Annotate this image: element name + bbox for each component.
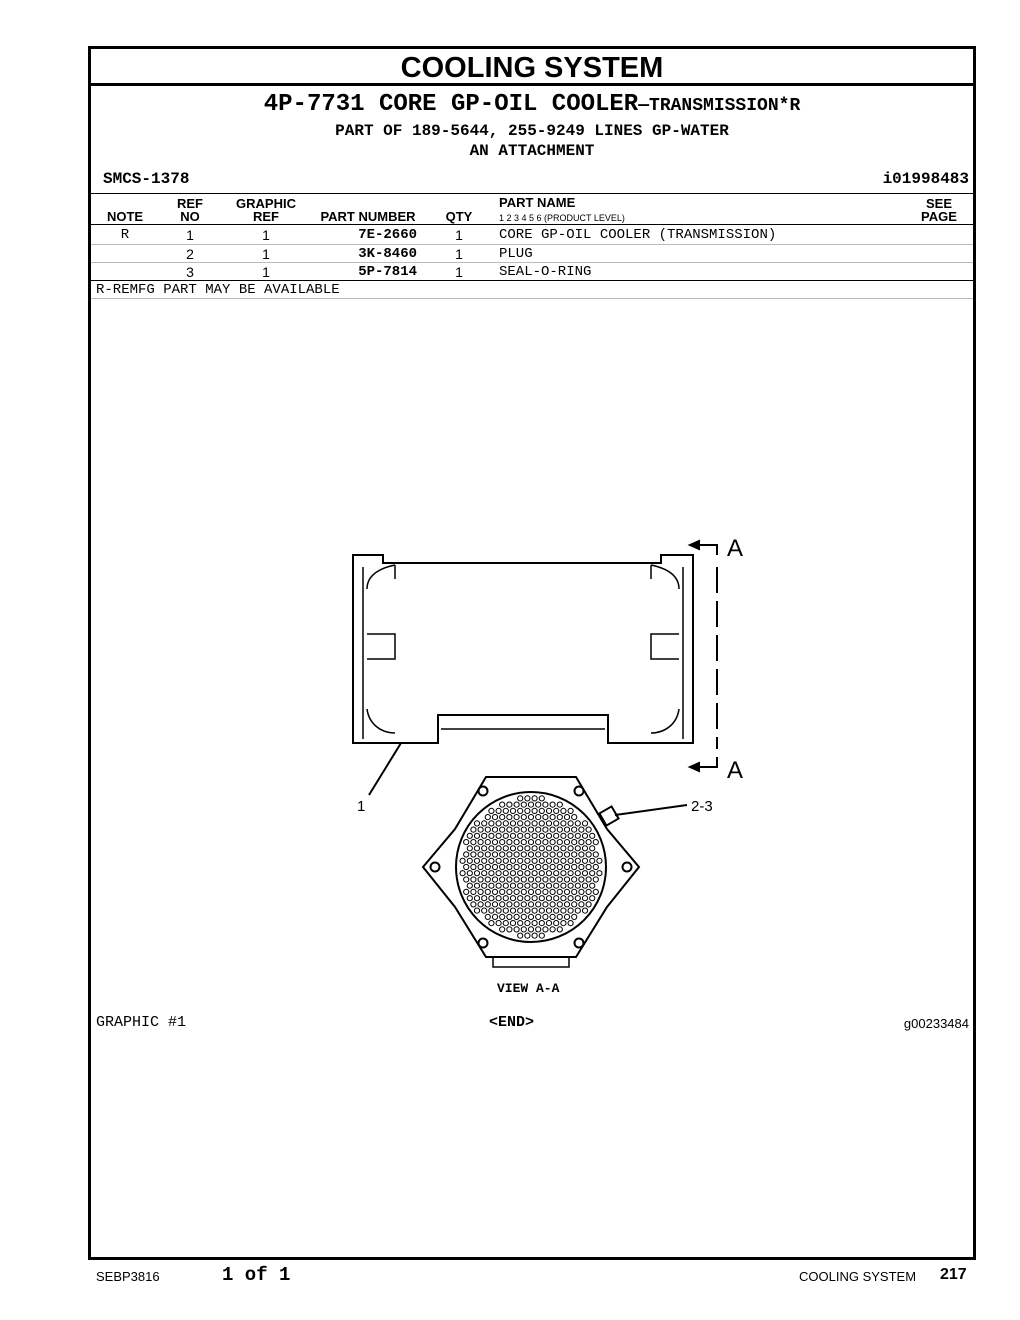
page-frame: [88, 46, 976, 1260]
col-note-header: NOTE: [106, 209, 144, 224]
row2-qty: 1: [455, 246, 463, 262]
heading-line2: PART OF 189-5644, 255-9249 LINES GP-WATER: [335, 122, 729, 140]
end-marker: <END>: [489, 1014, 535, 1031]
callout-1: 1: [357, 798, 366, 815]
col-part-number-header: PART NUMBER: [320, 209, 416, 224]
row2-graphic-ref: 1: [262, 246, 270, 262]
footer-doc-no: SEBP3816: [96, 1269, 160, 1284]
heading-suffix: —TRANSMISSION*R: [638, 96, 801, 116]
row1-part-name: CORE GP-OIL COOLER (TRANSMISSION): [499, 227, 777, 243]
row2-part-name: PLUG: [499, 246, 533, 262]
row1-part-number: 7E-2660: [358, 227, 417, 243]
graphic-id: g00233484: [903, 1016, 969, 1031]
row2-ref-no: 2: [186, 246, 194, 262]
row1-graphic-ref: 1: [262, 227, 270, 243]
row3-part-name: SEAL-O-RING: [499, 264, 592, 280]
row1-qty: 1: [455, 227, 463, 243]
col-graphic-ref-line2: REF: [253, 209, 279, 224]
row3-ref-no: 3: [186, 264, 194, 280]
callout-2-3: 2-3: [691, 798, 713, 815]
row3-qty: 1: [455, 264, 463, 280]
section-label-top: A: [727, 535, 744, 562]
row2-part-number: 3K-8460: [358, 246, 417, 262]
smcs-code: SMCS-1378: [103, 170, 190, 188]
col-ref-no-line2: NO: [180, 209, 200, 224]
product-levels: 1 2 3 4 5 6 (PRODUCT LEVEL): [499, 213, 625, 223]
footer-page-no: 217: [940, 1266, 967, 1283]
graphic-label: GRAPHIC #1: [96, 1014, 187, 1031]
col-qty-header: QTY: [445, 209, 473, 224]
col-graphic-ref-line1: GRAPHIC: [236, 196, 296, 211]
footer-page-of: 1 of 1: [222, 1264, 291, 1286]
view-label: VIEW A-A: [497, 981, 560, 996]
col-ref-no-line1: REF: [177, 196, 203, 211]
row3-part-number: 5P-7814: [358, 264, 417, 280]
col-see-page-line2: PAGE: [921, 209, 957, 224]
heading-main: 4P-7731 CORE GP-OIL COOLER: [263, 91, 639, 118]
page-title: COOLING SYSTEM: [91, 49, 973, 86]
tube-holes: [460, 796, 602, 938]
remfg-note: R-REMFG PART MAY BE AVAILABLE: [96, 282, 340, 298]
col-see-page-line1: SEE: [925, 196, 952, 211]
row1-ref-no: 1: [186, 227, 194, 243]
cooler-side-view: [353, 555, 693, 743]
section-label-bottom: A: [727, 757, 744, 784]
row1-note: R: [120, 227, 130, 243]
oil-cooler-drawing: [91, 49, 973, 1257]
heading-line3: AN ATTACHMENT: [469, 142, 595, 160]
col-part-name-header: PART NAME: [499, 195, 576, 210]
illustration-id: i01998483: [882, 170, 969, 188]
row3-graphic-ref: 1: [262, 264, 270, 280]
footer-section: COOLING SYSTEM: [799, 1269, 917, 1284]
